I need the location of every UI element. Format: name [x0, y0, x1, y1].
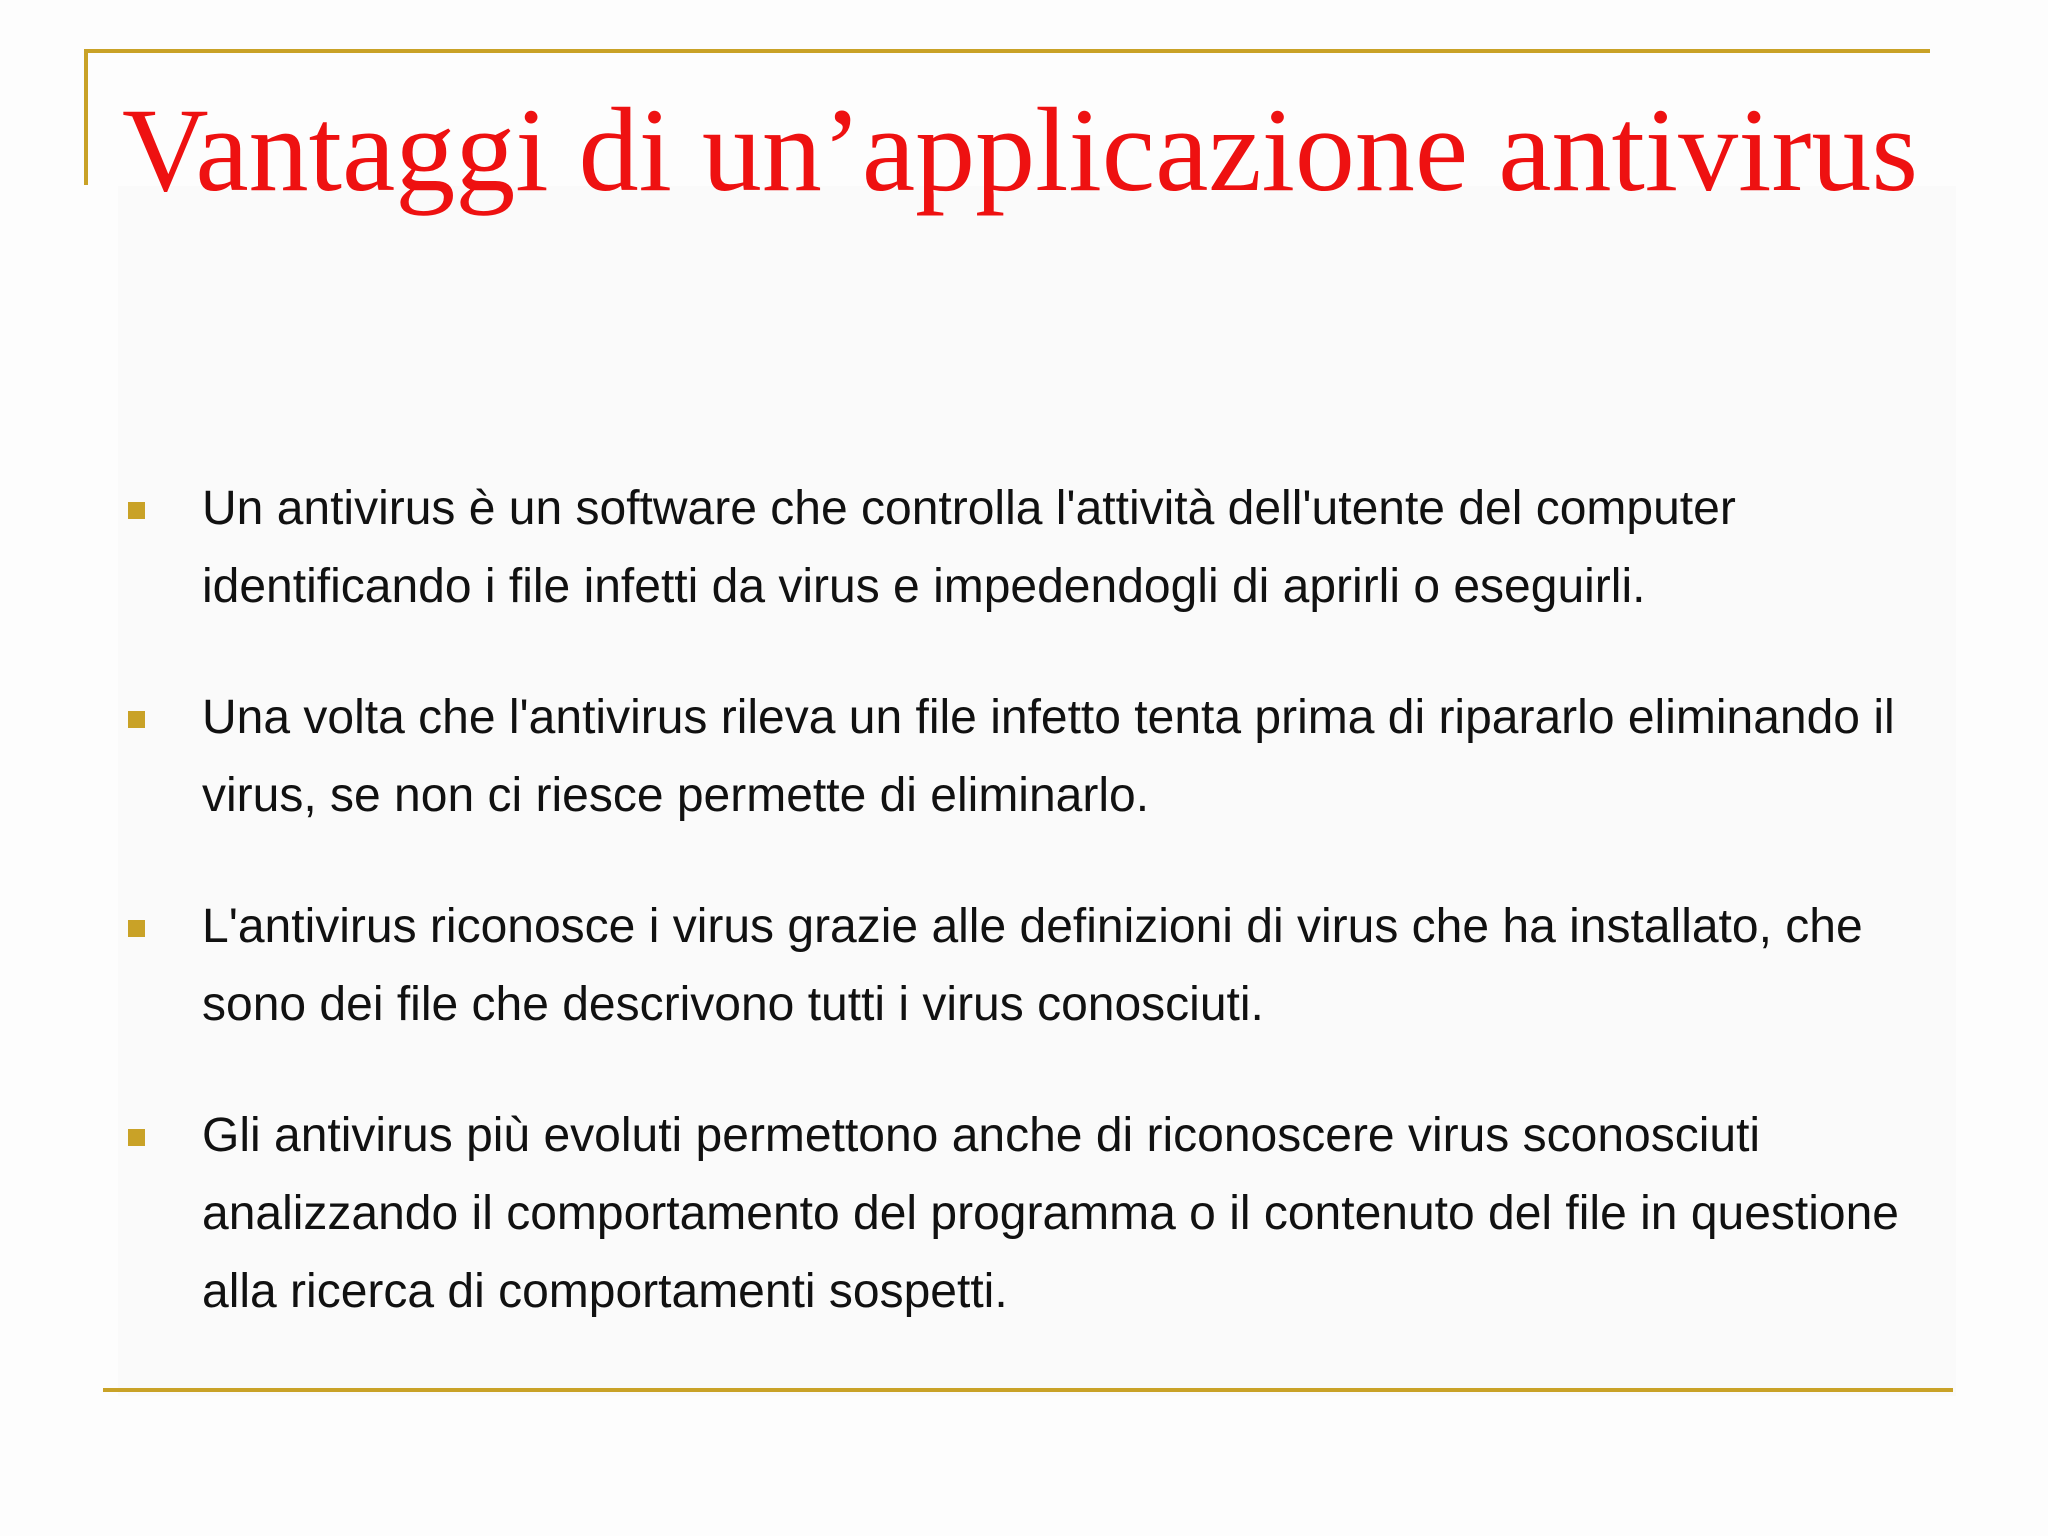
square-bullet-icon: [128, 1129, 145, 1146]
bullet-item: [124, 679, 1924, 835]
bottom-divider: [103, 1388, 1953, 1392]
square-bullet-icon: [128, 920, 145, 937]
bullet-text: L'antivirus riconosce i virus grazie alle definizioni di virus che ha installato, che sono dei file che descrivono tutti i virus conosciuti.: [202, 900, 1863, 1031]
left-title-divider: [84, 49, 88, 185]
square-bullet-icon: [128, 502, 145, 519]
slide-title: Vantaggi di un’applicazione antivirus: [122, 83, 1919, 216]
top-divider: [84, 49, 1930, 53]
bullet-text: Gli antivirus più evoluti permettono anche di riconoscere virus sconosciuti analizzando il comportamento del programma o il contenuto del file in questione alla ricerca di comportamenti sospetti.: [202, 1109, 1899, 1318]
bullet-list: [124, 470, 1924, 1384]
bullet-item: [124, 888, 1924, 1044]
square-bullet-icon: [128, 711, 145, 728]
bullet-text: Un antivirus è un software che controlla l'attività dell'utente del computer identificando i file infetti da virus e impedendogli di aprirli o eseguirli.: [202, 482, 1736, 613]
bullet-text: Una volta che l'antivirus rileva un file infetto tenta prima di ripararlo eliminando il virus, se non ci riesce permette di eliminarlo.: [202, 691, 1895, 822]
bullet-item: [124, 1097, 1924, 1331]
bullet-item: [124, 470, 1924, 626]
